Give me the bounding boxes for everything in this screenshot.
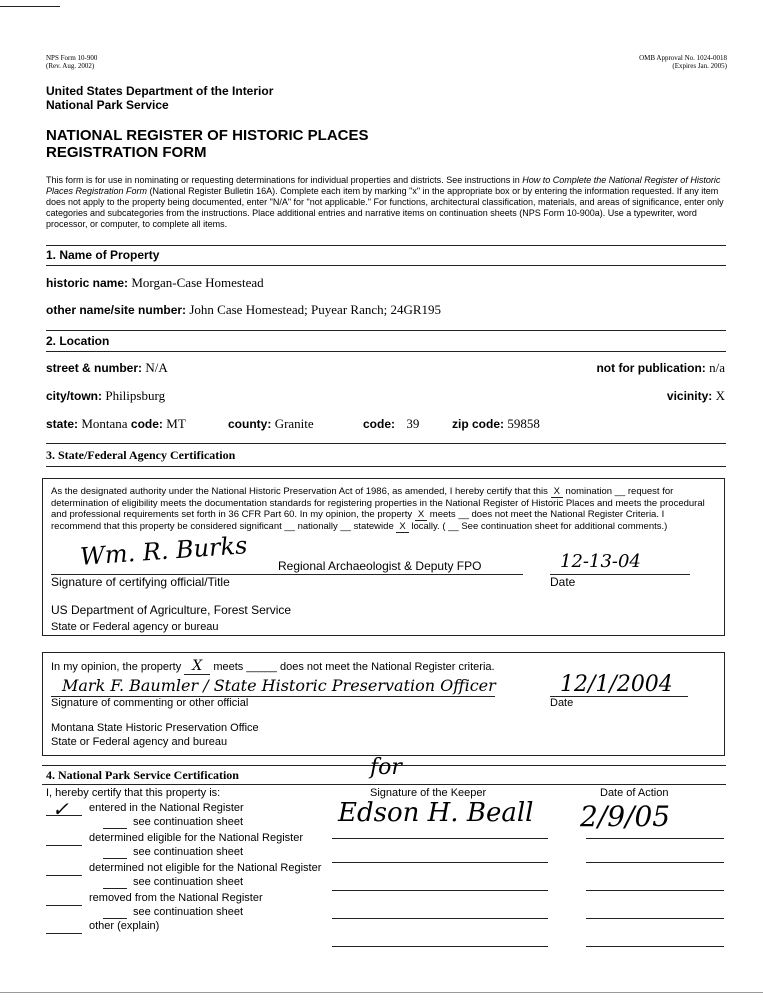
cert-text-c: meets __ does not meet the National Register Criteria. I recommend that this property be considered significant __ nationally __ statewide — [51, 509, 665, 532]
option-eligible-cont-blank[interactable] — [103, 858, 127, 859]
title-line-1: NATIONAL REGISTER OF HISTORIC PLACES — [46, 127, 369, 144]
other-name-value: John Case Homestead; Puyear Ranch; 24GR195 — [189, 302, 442, 317]
keeper-line — [332, 890, 548, 891]
keeper-label: Signature of the Keeper — [370, 787, 487, 799]
action-line — [586, 838, 724, 839]
historic-name-field — [46, 275, 264, 291]
instructions-text-2: (National Register Bulletin 16A). Complete each item by marking "x" in the appropriate box or by entering the information requested. If any item does not apply to the property being documented, enter "N/A" for "not applicable." For functions, architectural classification, materials, and areas of significance, enter only categories and subcategories from the instructions. Place additional entries and narrative items on continuation sheets (NPS Form 10-900a). Use a typewriter, word processor, or computer, to complete all items. — [46, 186, 724, 229]
action-date-label: Date of Action — [600, 787, 669, 799]
historic-name-label: historic name: — [46, 276, 129, 290]
cert-text-a: As the designated authority under the National Historic Preservation Act of 1986, as amended, I hereby certify that this — [51, 486, 551, 497]
keeper-line — [332, 918, 548, 919]
agency-name — [46, 84, 273, 112]
divider — [46, 443, 726, 444]
state-field — [46, 416, 186, 432]
vicinity-value: X — [715, 388, 725, 403]
vicinity-label: vicinity: — [666, 389, 713, 403]
form-number — [46, 54, 97, 70]
meets-mark: X — [415, 509, 427, 521]
omb-approval — [639, 54, 727, 70]
nfp-label: not for publication: — [596, 361, 706, 375]
street-field — [46, 360, 168, 376]
street-label: street & number: — [46, 361, 143, 375]
zip-field — [452, 416, 540, 432]
city-field — [46, 388, 165, 404]
county-label: county: — [228, 417, 272, 431]
zip-value: 59858 — [507, 416, 540, 431]
agency-line-2: National Park Service — [46, 98, 169, 112]
county-code-label: code: — [363, 417, 396, 431]
opinion-text-b: meets _____ does not meet the National Register criteria. — [210, 661, 495, 673]
omb-expiry-line: (Expires Jan. 2005) — [672, 62, 727, 70]
certifying-agency-label: State or Federal agency or bureau — [51, 621, 219, 633]
instructions-text-1: This form is for use in nominating or requesting determinations for individual properties and districts. See instructions in — [46, 175, 523, 185]
option-eligible-blank[interactable] — [46, 845, 82, 846]
opinion-text-a: In my opinion, the property — [51, 661, 185, 673]
action-line — [586, 862, 724, 863]
action-line — [586, 946, 724, 947]
certifying-signature: Wm. R. Burks — [79, 531, 249, 571]
option-entered-cont-blank[interactable] — [103, 828, 127, 829]
for-note: for — [370, 755, 402, 780]
nps-intro: I, hereby certify that this property is: — [46, 787, 221, 799]
certifying-agency: US Department of Agriculture, Forest Service — [51, 603, 292, 617]
shpo-office: Montana State Historic Preservation Office — [51, 722, 259, 734]
commenting-date-label: Date — [550, 697, 574, 709]
nomination-mark: X — [551, 486, 563, 498]
action-line — [586, 890, 724, 891]
divider — [46, 330, 726, 331]
section3-heading: 3. State/Federal Agency Certification — [46, 448, 236, 462]
check-mark-icon: ✓ — [52, 797, 69, 821]
option-entered-sub: see continuation sheet — [133, 816, 244, 828]
agency-line-1: United States Department of the Interior — [46, 84, 274, 98]
historic-name-value: Morgan-Case Homestead — [131, 275, 264, 290]
state-label: state: — [46, 417, 79, 431]
keeper-line — [332, 946, 548, 947]
street-value: N/A — [145, 360, 168, 375]
certification-statement — [51, 486, 717, 533]
scan-edge — [0, 992, 763, 993]
divider — [46, 245, 726, 246]
form-revision-line: (Rev. Aug. 2002) — [46, 62, 95, 70]
omb-number-line: OMB Approval No. 1024-0018 — [639, 54, 727, 62]
keeper-signature: Edson H. Beall — [338, 798, 534, 828]
page-title — [46, 127, 369, 161]
certifying-title: Regional Archaeologist & Deputy FPO — [278, 559, 482, 573]
divider — [46, 466, 726, 467]
state-code-value: MT — [166, 416, 186, 431]
option-not-eligible-cont-blank[interactable] — [103, 888, 127, 889]
other-name-field — [46, 302, 441, 318]
divider — [42, 784, 726, 785]
option-removed-cont-blank[interactable] — [103, 918, 127, 919]
instructions-italic: How to Complete the National Register of Historic Places Registration Form — [46, 175, 721, 196]
vicinity-field — [667, 388, 725, 404]
county-field — [228, 416, 314, 432]
state-code-label: code: — [130, 417, 163, 431]
option-not-eligible-blank[interactable] — [46, 875, 82, 876]
keeper-line — [332, 838, 548, 839]
option-other-label: other (explain) — [89, 920, 160, 932]
option-removed-sub: see continuation sheet — [133, 906, 244, 918]
option-eligible-sub: see continuation sheet — [133, 846, 244, 858]
form-number-line: NPS Form 10-900 — [46, 54, 98, 62]
scan-edge — [0, 6, 60, 7]
not-for-publication-field — [596, 360, 725, 376]
section1-heading: 1. Name of Property — [46, 248, 160, 262]
certifying-signature-label: Signature of certifying official/Title — [51, 575, 230, 589]
option-entered-label: entered in the National Register — [89, 802, 244, 814]
action-line — [586, 918, 724, 919]
nfp-value: n/a — [709, 360, 725, 375]
cert-text-b: nomination __ request for determination of eligibility meets the documentation standards for registering properties in the National Register of Historic Places and meets the procedural and professional requirements set forth in 36 CFR Part 60. In my opinion, the property — [51, 486, 705, 520]
city-label: city/town: — [46, 389, 102, 403]
county-code-value: 39 — [406, 416, 420, 431]
zip-label: zip code: — [452, 417, 505, 431]
opinion-meets-mark: X — [184, 658, 210, 675]
option-not-eligible-sub: see continuation sheet — [133, 876, 244, 888]
commenting-date: 12/1/2004 — [560, 672, 673, 697]
commenting-signature-label: Signature of commenting or other official — [51, 697, 249, 709]
opinion-statement — [51, 658, 495, 675]
option-other-blank[interactable] — [46, 933, 82, 934]
commenting-signature: Mark F. Baumler / State Historic Preservation Officer — [62, 676, 496, 695]
option-removed-label: removed from the National Register — [89, 892, 263, 904]
county-value: Granite — [274, 416, 314, 431]
divider — [46, 265, 726, 266]
option-eligible-label: determined eligible for the National Register — [89, 832, 304, 844]
county-code-field — [363, 416, 419, 432]
shpo-office-label: State or Federal agency and bureau — [51, 736, 228, 748]
locally-mark: X — [396, 521, 408, 533]
instructions — [46, 175, 726, 230]
title-line-2: REGISTRATION FORM — [46, 144, 207, 161]
city-value: Philipsburg — [105, 388, 166, 403]
keeper-line — [332, 862, 548, 863]
section2-heading: 2. Location — [46, 334, 110, 348]
other-name-label: other name/site number: — [46, 303, 187, 317]
option-not-eligible-label: determined not eligible for the National Register — [89, 862, 322, 874]
certifying-date: 12-13-04 — [560, 551, 641, 572]
certifying-date-label: Date — [550, 575, 576, 589]
option-removed-blank[interactable] — [46, 905, 82, 906]
section4-heading: 4. National Park Service Certification — [46, 768, 239, 782]
state-value: Montana — [81, 416, 128, 431]
divider — [46, 351, 726, 352]
action-date: 2/9/05 — [580, 800, 671, 833]
cert-text-d: locally. ( __ See continuation sheet for additional comments.) — [408, 521, 668, 532]
